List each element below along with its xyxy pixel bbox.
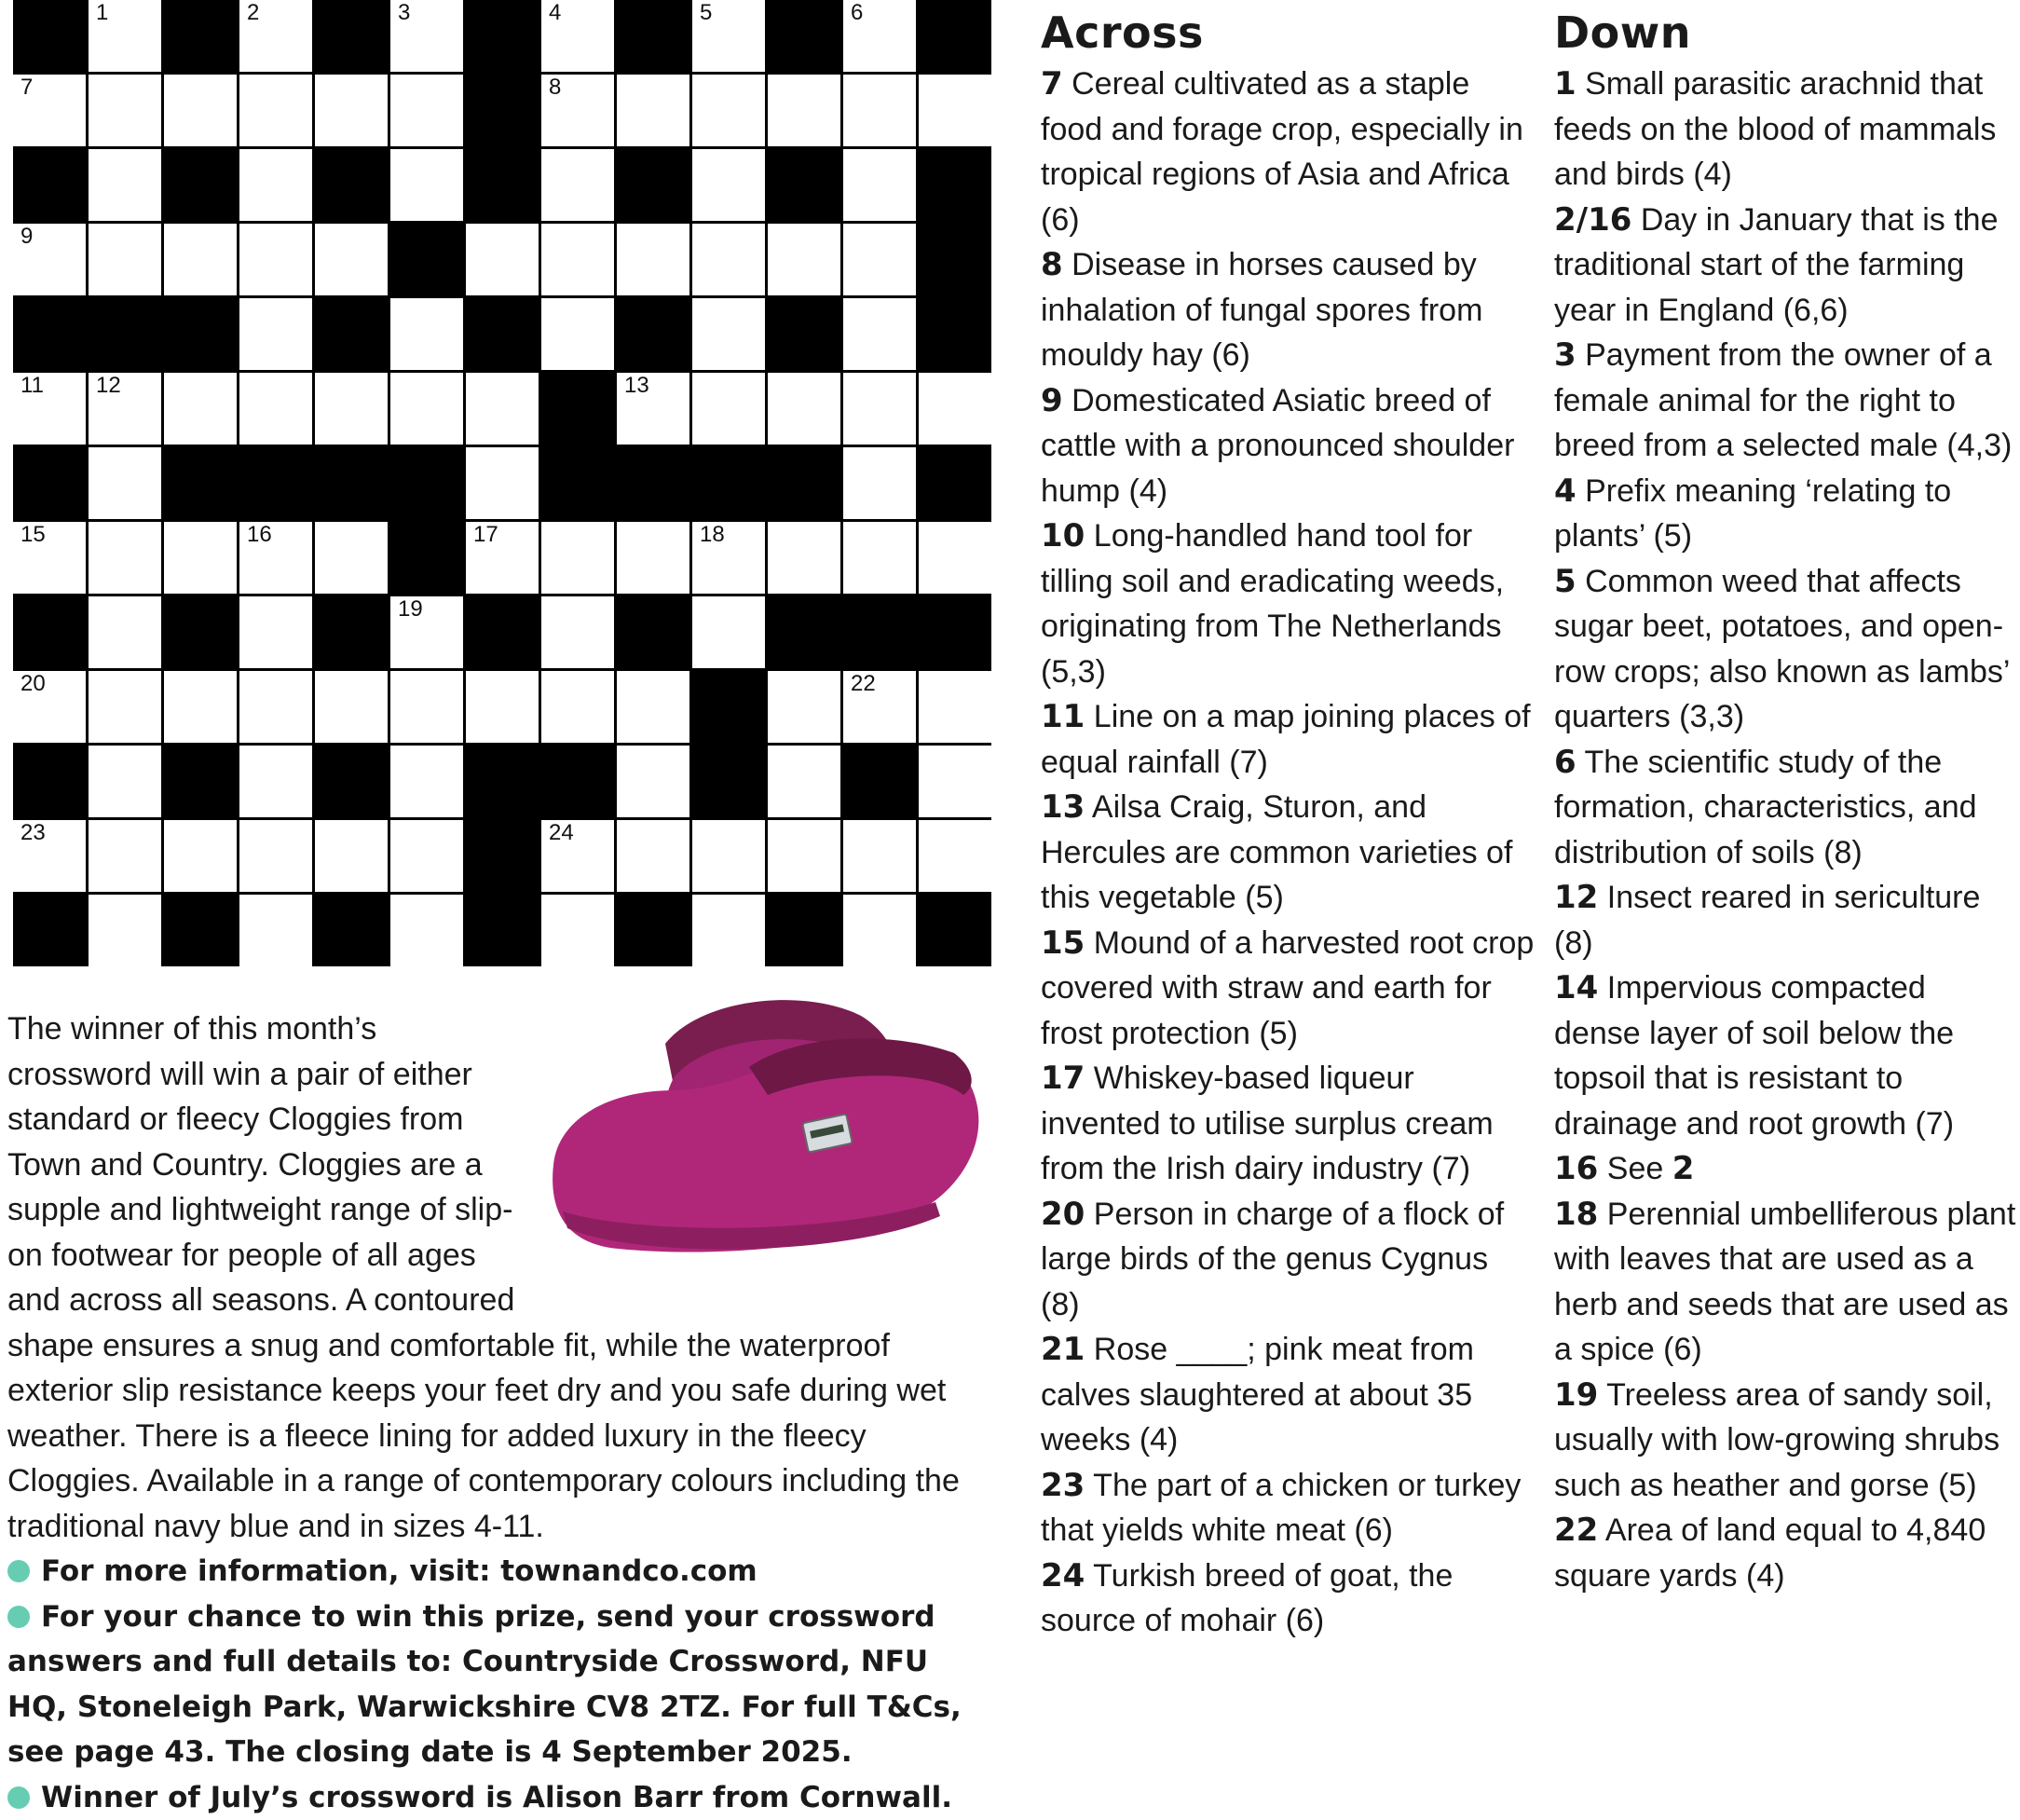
clue-number: 20 <box>1041 1196 1085 1233</box>
grid-cell[interactable] <box>617 746 689 817</box>
grid-cell[interactable] <box>843 149 916 221</box>
grid-cell[interactable] <box>13 75 86 146</box>
more-info-line <box>7 1549 991 1594</box>
grid-cell[interactable] <box>239 596 312 668</box>
black-square <box>164 447 237 519</box>
grid-cell[interactable] <box>768 746 840 817</box>
black-square <box>919 149 991 221</box>
grid-cell[interactable] <box>89 224 161 295</box>
grid-cell[interactable] <box>13 522 86 594</box>
clue-number: 18 <box>700 524 725 546</box>
pink-clogs-image <box>525 978 991 1286</box>
black-square <box>919 596 991 668</box>
across-clues <box>1041 7 1535 1644</box>
grid-cell[interactable] <box>768 820 840 892</box>
clue-text: Rose ____; pink meat from calves slaughtered at about 35 weeks (4) <box>1041 1332 1474 1457</box>
grid-cell[interactable] <box>89 75 161 146</box>
clue-text: The part of a chicken or turkey that yields white meat (6) <box>1041 1468 1521 1549</box>
clue-number: 23 <box>1041 1467 1085 1504</box>
grid-cell[interactable] <box>768 224 840 295</box>
clue-number: 4 <box>549 2 561 24</box>
black-square <box>692 671 765 743</box>
grid-cell[interactable] <box>843 447 916 519</box>
grid-cell[interactable] <box>692 0 765 72</box>
clue-text: Disease in horses caused by inhalation of fungal spores from mouldy hay (6) <box>1041 247 1482 373</box>
black-square <box>13 746 86 817</box>
grid-cell[interactable] <box>390 149 463 221</box>
bullet-dot-icon <box>7 1606 30 1628</box>
clue-number: 20 <box>20 673 46 695</box>
black-square <box>164 0 237 72</box>
grid-cell[interactable] <box>89 447 161 519</box>
grid-cell[interactable] <box>843 224 916 295</box>
clue-item <box>1554 333 2020 469</box>
clue-item <box>1554 965 2020 1146</box>
grid-cell[interactable] <box>541 671 614 743</box>
clue-text: Treeless area of sandy soil, usually with low-growing shrubs such as heather and gorse (5) <box>1554 1377 2000 1503</box>
grid-cell[interactable] <box>843 298 916 370</box>
clue-text: Impervious compacted dense layer of soil below the topsoil that is resistant to drainage and root growth (7) <box>1554 970 1954 1142</box>
black-square <box>164 895 237 966</box>
black-square <box>466 149 539 221</box>
down-heading: Down <box>1554 7 2020 58</box>
black-square <box>466 298 539 370</box>
winner-text: Winner of July’s crossword is Alison Barr from Cornwall. <box>41 1781 952 1814</box>
black-square <box>315 0 388 72</box>
grid-cell[interactable] <box>89 671 161 743</box>
clue-number: 13 <box>1041 788 1085 826</box>
grid-cell[interactable] <box>617 671 689 743</box>
black-square <box>843 596 916 668</box>
clue-text: Perennial umbelliferous plant with leaves that are used as a herb and seeds that are used as a spice (6) <box>1554 1197 2015 1368</box>
grid-cell[interactable] <box>239 149 312 221</box>
crossword-grid <box>13 0 991 966</box>
black-square <box>315 149 388 221</box>
black-square <box>919 447 991 519</box>
black-square <box>164 596 237 668</box>
grid-cell[interactable] <box>541 0 614 72</box>
black-square <box>13 596 86 668</box>
winner-line <box>7 1775 991 1820</box>
black-square <box>466 75 539 146</box>
clue-text: Mound of a harvested root crop covered with straw and earth for frost protection (5) <box>1041 925 1534 1051</box>
black-square <box>466 895 539 966</box>
clue-text: Prefix meaning ‘relating to plants’ (5) <box>1554 473 1951 554</box>
clue-number: 17 <box>473 524 498 546</box>
clue-item <box>1041 1463 1535 1553</box>
black-square <box>768 298 840 370</box>
grid-cell[interactable] <box>239 895 312 966</box>
clue-item <box>1554 1508 2020 1598</box>
black-square <box>315 746 388 817</box>
grid-cell[interactable] <box>919 746 991 817</box>
clue-number: 15 <box>1041 924 1085 962</box>
clue-number: 3 <box>1554 336 1576 374</box>
grid-cell[interactable] <box>239 298 312 370</box>
clue-number: 8 <box>549 76 561 99</box>
clue-item <box>1041 1192 1535 1328</box>
clue-number: 7 <box>20 76 33 99</box>
clue-text: Common weed that affects sugar beet, potatoes, and open-row crops; also known as lambs’ quarters (3,3) <box>1554 564 2009 735</box>
grid-cell[interactable] <box>239 671 312 743</box>
clue-item <box>1554 1192 2020 1373</box>
black-square <box>768 0 840 72</box>
clue-number: 24 <box>549 822 574 844</box>
grid-cell[interactable] <box>390 75 463 146</box>
clue-text: The scientific study of the formation, characteristics, and distribution of soils (8) <box>1554 745 1977 870</box>
clue-number: 16 <box>247 524 272 546</box>
clue-number: 11 <box>20 375 44 397</box>
clue-number: 22 <box>1554 1512 1598 1549</box>
grid-cell[interactable] <box>692 373 765 445</box>
grid-cell[interactable] <box>466 224 539 295</box>
grid-cell[interactable] <box>390 671 463 743</box>
clue-text: Domesticated Asiatic breed of cattle with a pronounced shoulder hump (4) <box>1041 383 1514 509</box>
black-square <box>315 596 388 668</box>
grid-cell[interactable] <box>390 746 463 817</box>
clue-text: Whiskey-based liqueur invented to utilise surplus cream from the Irish dairy industry (7) <box>1041 1061 1494 1186</box>
grid-cell[interactable] <box>164 224 237 295</box>
grid-cell[interactable] <box>541 895 614 966</box>
clue-item <box>1041 242 1535 378</box>
grid-cell[interactable] <box>617 820 689 892</box>
black-square <box>13 447 86 519</box>
clue-item <box>1554 1146 2020 1192</box>
grid-cell[interactable] <box>768 671 840 743</box>
clue-item <box>1041 1327 1535 1463</box>
bullet-dot-icon <box>7 1786 30 1809</box>
grid-cell[interactable] <box>768 522 840 594</box>
clue-number: 8 <box>1041 246 1063 283</box>
black-square <box>466 0 539 72</box>
black-square <box>919 0 991 72</box>
clue-item <box>1554 740 2020 876</box>
black-square <box>466 596 539 668</box>
clue-number: 9 <box>1041 382 1063 419</box>
grid-cell[interactable] <box>919 522 991 594</box>
clue-number: 3 <box>398 2 410 24</box>
black-square <box>541 746 614 817</box>
grid-cell[interactable] <box>541 298 614 370</box>
black-square <box>692 746 765 817</box>
clue-number: 10 <box>1041 517 1085 554</box>
grid-cell[interactable] <box>13 671 86 743</box>
grid-cell[interactable] <box>164 671 237 743</box>
grid-cell[interactable] <box>13 224 86 295</box>
grid-cell[interactable] <box>13 820 86 892</box>
black-square <box>617 447 689 519</box>
black-square <box>768 149 840 221</box>
clue-number: 13 <box>624 375 649 397</box>
black-square <box>843 746 916 817</box>
clue-text: Small parasitic arachnid that feeds on the blood of mammals and birds (4) <box>1554 66 1996 192</box>
grid-cell[interactable] <box>843 895 916 966</box>
clue-text: Person in charge of a flock of large birds of the genus Cygnus (8) <box>1041 1197 1504 1322</box>
black-square <box>315 895 388 966</box>
grid-cell[interactable] <box>89 373 161 445</box>
grid-cell[interactable] <box>843 820 916 892</box>
clue-item <box>1554 1373 2020 1509</box>
black-square <box>315 447 388 519</box>
clue-text: Long-handled hand tool for tilling soil and eradicating weeds, originating from The Netherlands (5,3) <box>1041 518 1504 690</box>
grid-cell[interactable] <box>919 671 991 743</box>
clue-item <box>1041 1056 1535 1192</box>
grid-cell[interactable] <box>315 522 388 594</box>
clue-number: 6 <box>851 2 863 24</box>
clue-number: 14 <box>1554 969 1598 1006</box>
grid-cell[interactable] <box>239 522 312 594</box>
grid-cell[interactable] <box>89 149 161 221</box>
black-square <box>89 298 161 370</box>
grid-cell[interactable] <box>239 820 312 892</box>
entry-instructions <box>7 1594 991 1775</box>
grid-cell[interactable] <box>692 298 765 370</box>
black-square <box>617 298 689 370</box>
grid-cell[interactable] <box>692 224 765 295</box>
black-square <box>164 149 237 221</box>
black-square <box>617 596 689 668</box>
grid-cell[interactable] <box>541 522 614 594</box>
clue-item <box>1554 469 2020 559</box>
grid-cell[interactable] <box>390 373 463 445</box>
black-square <box>13 895 86 966</box>
grid-cell[interactable] <box>164 820 237 892</box>
grid-cell[interactable] <box>692 895 765 966</box>
clue-number: 15 <box>20 524 46 546</box>
black-square <box>768 596 840 668</box>
grid-cell[interactable] <box>466 671 539 743</box>
clue-number: 11 <box>1041 698 1085 735</box>
clue-number: 23 <box>20 822 46 844</box>
grid-cell[interactable] <box>315 373 388 445</box>
black-square <box>164 298 237 370</box>
grid-cell[interactable] <box>617 224 689 295</box>
grid-cell[interactable] <box>315 671 388 743</box>
prize-panel <box>7 1006 991 1820</box>
grid-cell[interactable] <box>315 75 388 146</box>
clue-number: 21 <box>1041 1331 1085 1368</box>
grid-cell[interactable] <box>617 75 689 146</box>
grid-cell[interactable] <box>89 746 161 817</box>
grid-cell[interactable] <box>89 522 161 594</box>
clue-item <box>1041 62 1535 242</box>
grid-cell[interactable] <box>919 820 991 892</box>
black-square <box>13 0 86 72</box>
black-square <box>390 447 463 519</box>
clue-number: 19 <box>1554 1376 1598 1414</box>
down-clues <box>1554 7 2020 1598</box>
black-square <box>768 447 840 519</box>
clue-number: 17 <box>1041 1060 1085 1097</box>
grid-cell[interactable] <box>164 522 237 594</box>
black-square <box>466 820 539 892</box>
clue-text: See <box>1607 1151 1672 1186</box>
grid-cell[interactable] <box>390 895 463 966</box>
grid-cell[interactable] <box>541 149 614 221</box>
clue-item <box>1554 559 2020 740</box>
grid-cell[interactable] <box>390 596 463 668</box>
black-square <box>466 746 539 817</box>
clue-number: 18 <box>1554 1196 1598 1233</box>
clue-number: 5 <box>700 2 712 24</box>
black-square <box>617 0 689 72</box>
grid-cell[interactable] <box>239 746 312 817</box>
grid-cell[interactable] <box>541 596 614 668</box>
grid-cell[interactable] <box>239 0 312 72</box>
grid-cell[interactable] <box>768 75 840 146</box>
clue-number: 19 <box>398 598 423 621</box>
grid-cell[interactable] <box>239 373 312 445</box>
entry-text: For your chance to win this prize, send your crossword answers and full details to: Countryside Crossword, NFU HQ, Stoneleigh Park, Warwickshire CV8 2TZ. For full T&Cs, see page 43. The closing date is 4 September 2025. <box>7 1600 962 1770</box>
clue-item <box>1041 921 1535 1057</box>
grid-cell[interactable] <box>89 820 161 892</box>
clue-number: 1 <box>1554 65 1576 103</box>
clue-item <box>1041 378 1535 514</box>
black-square <box>617 149 689 221</box>
grid-cell[interactable] <box>89 895 161 966</box>
black-square <box>617 895 689 966</box>
black-square <box>541 373 614 445</box>
grid-cell[interactable] <box>692 596 765 668</box>
grid-cell[interactable] <box>239 75 312 146</box>
grid-cell[interactable] <box>692 149 765 221</box>
clue-number: 12 <box>96 375 121 397</box>
clue-text: Cereal cultivated as a staple food and forage crop, especially in tropical regions of Asia and Africa (6) <box>1041 66 1523 238</box>
grid-cell[interactable] <box>390 820 463 892</box>
more-info-text: For more information, visit: townandco.com <box>41 1554 758 1588</box>
grid-cell[interactable] <box>617 522 689 594</box>
black-square <box>390 224 463 295</box>
grid-cell[interactable] <box>843 373 916 445</box>
grid-cell[interactable] <box>89 0 161 72</box>
clue-text: Insect reared in sericulture (8) <box>1554 880 1980 961</box>
black-square <box>541 447 614 519</box>
grid-cell[interactable] <box>843 671 916 743</box>
clue-text: Day in January that is the traditional start of the farming year in England (6,6) <box>1554 202 1999 328</box>
grid-cell[interactable] <box>843 75 916 146</box>
prize-description: The winner of this month’s crossword will win a pair of either standard or fleecy Cloggies from Town and Country. Cloggies are a supple and lightweight range of slip-on footwear for people of all ages and across all seasons. A contoured shape ensures a snug and comfortable fit, while the waterproof exterior slip resistance keeps your feet dry and you safe during wet weather. There is a fleece lining for added luxury in the fleecy Cloggies. Available in a range of contemporary colours including the traditional navy blue and in sizes 4-11. <box>7 1006 991 1549</box>
grid-cell[interactable] <box>692 75 765 146</box>
black-square <box>315 298 388 370</box>
clue-number: 5 <box>1554 563 1576 600</box>
clue-text: Payment from the owner of a female animal for the right to breed from a selected male (4,3) <box>1554 337 2012 463</box>
clue-item <box>1041 1553 1535 1644</box>
black-square <box>13 298 86 370</box>
clue-item <box>1554 875 2020 965</box>
clue-text: Area of land equal to 4,840 square yards (4) <box>1554 1512 1986 1594</box>
grid-cell[interactable] <box>239 224 312 295</box>
grid-cell[interactable] <box>692 820 765 892</box>
grid-cell[interactable] <box>164 75 237 146</box>
grid-cell[interactable] <box>13 373 86 445</box>
clue-text: Ailsa Craig, Sturon, and Hercules are common varieties of this vegetable (5) <box>1041 789 1512 915</box>
clue-number: 16 <box>1554 1150 1598 1187</box>
clue-number: 6 <box>1554 744 1576 781</box>
clue-number: 4 <box>1554 472 1576 510</box>
clue-item <box>1041 785 1535 921</box>
grid-cell[interactable] <box>919 373 991 445</box>
black-square <box>919 224 991 295</box>
grid-cell[interactable] <box>315 820 388 892</box>
grid-cell[interactable] <box>541 820 614 892</box>
grid-cell[interactable] <box>390 0 463 72</box>
clue-number: 2/16 <box>1554 201 1631 239</box>
grid-cell[interactable] <box>466 447 539 519</box>
clue-number: 1 <box>96 2 108 24</box>
clue-text: Turkish breed of goat, the source of mohair (6) <box>1041 1558 1453 1639</box>
clue-item <box>1041 513 1535 694</box>
black-square <box>919 298 991 370</box>
bullet-dot-icon <box>7 1560 30 1582</box>
grid-cell[interactable] <box>89 596 161 668</box>
grid-cell[interactable] <box>541 224 614 295</box>
clue-number: 7 <box>1041 65 1063 103</box>
black-square <box>239 447 312 519</box>
clue-reference: 2 <box>1672 1150 1695 1187</box>
clue-item <box>1554 62 2020 198</box>
across-heading: Across <box>1041 7 1535 58</box>
grid-cell[interactable] <box>919 75 991 146</box>
clue-number: 2 <box>247 2 259 24</box>
grid-cell[interactable] <box>692 522 765 594</box>
clue-text: Line on a map joining places of equal rainfall (7) <box>1041 699 1531 780</box>
grid-cell[interactable] <box>768 373 840 445</box>
grid-cell[interactable] <box>466 522 539 594</box>
grid-cell[interactable] <box>617 373 689 445</box>
grid-cell[interactable] <box>466 373 539 445</box>
black-square <box>768 895 840 966</box>
clue-number: 9 <box>20 226 33 248</box>
grid-cell[interactable] <box>541 75 614 146</box>
grid-cell[interactable] <box>315 224 388 295</box>
black-square <box>13 149 86 221</box>
grid-cell[interactable] <box>390 298 463 370</box>
grid-cell[interactable] <box>843 0 916 72</box>
black-square <box>692 447 765 519</box>
grid-cell[interactable] <box>164 373 237 445</box>
clue-item <box>1554 198 2020 334</box>
clue-number: 12 <box>1554 879 1598 916</box>
black-square <box>390 522 463 594</box>
clue-item <box>1041 694 1535 785</box>
grid-cell[interactable] <box>843 522 916 594</box>
clue-number: 22 <box>851 673 876 695</box>
clue-number: 24 <box>1041 1557 1085 1594</box>
black-square <box>164 746 237 817</box>
black-square <box>919 895 991 966</box>
